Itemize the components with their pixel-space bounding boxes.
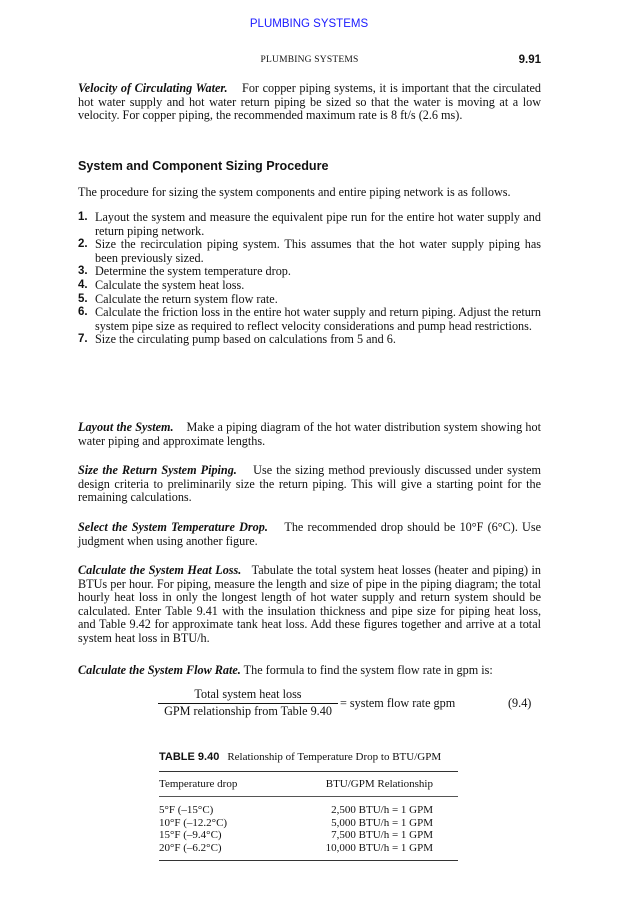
list-item: 5. Calculate the return system flow rate.	[78, 291, 278, 306]
list-item: 7. Size the circulating pump based on calculations from 5 and 6.	[78, 332, 396, 347]
table-row: 5°F (–15°C) 2,500 BTU/h = 1 GPM	[159, 804, 433, 817]
list-item: 1. Layout the system and measure the equivalent pipe run for the entire hot water supply and return piping network.	[78, 210, 541, 238]
running-header-title: PLUMBING SYSTEMS	[260, 55, 359, 65]
table-header-row: Temperature drop BTU/GPM Relationship	[159, 778, 433, 790]
list-item: 2. Size the recirculation piping system. This assumes that the hot water supply piping has been previously sized.	[78, 237, 541, 265]
table-row: 10°F (–12.2°C) 5,000 BTU/h = 1 GPM	[159, 816, 433, 829]
heat-loss-paragraph: Calculate the System Heat Loss. Tabulate the total system heat losses (heater and piping) in BTUs per hour. For piping, measure the length and size of pipe in the piping diagram; the total hourly heat loss in only the longest length of hot water supply and return system should be calculated. Enter Table 9.41 with the insulation thickness and pipe size for piping heat loss, and Table 9.42 for approximate tank heat loss. Add these figures together and arrive at a total system heat loss in BTU/h.	[78, 563, 541, 645]
list-item: 6. Calculate the friction loss in the entire hot water supply and return piping. Adjust the return system pipe size as required to reflect velocity considerations and pump head restrictions.	[78, 305, 541, 333]
data-table	[159, 771, 458, 861]
equation-denominator: GPM relationship from Table 9.40	[164, 703, 332, 718]
list-item: 3. Determine the system temperature drop.	[78, 264, 291, 279]
page-number: 9.91	[518, 54, 541, 66]
equation-fraction	[158, 688, 338, 718]
table-row: 20°F (–6.2°C) 10,000 BTU/h = 1 GPM	[159, 841, 433, 854]
temperature-drop-paragraph: Select the System Temperature Drop. The recommended drop should be 10°F (6°C). Use judgment when using another figure.	[78, 520, 541, 548]
return-piping-paragraph: Size the Return System Piping. Use the sizing method previously discussed under system design criteria to preliminarily size the return piping. This will give a starting point for the remaining calculations.	[78, 463, 541, 505]
equation-number: (9.4)	[508, 696, 532, 710]
table-label: TABLE 9.40	[159, 751, 220, 763]
table-row: 15°F (–9.4°C) 7,500 BTU/h = 1 GPM	[159, 829, 433, 842]
top-banner: PLUMBING SYSTEMS	[249, 18, 369, 30]
table-caption: TABLE 9.40 Relationship of Temperature Drop to BTU/GPM	[159, 751, 442, 763]
list-item: 4. Calculate the system heat loss.	[78, 277, 245, 292]
velocity-paragraph	[78, 82, 541, 123]
intro-text: The procedure for sizing the system components and entire piping network is as follows.	[78, 185, 511, 199]
layout-paragraph: Layout the System. Make a piping diagram of the hot water distribution system showing hot water piping and approximate lengths.	[78, 420, 541, 448]
runin-heading: Velocity of Circulating Water.	[78, 81, 228, 95]
paragraph-text: For copper piping systems, it is important that the circulated hot water supply and hot water return piping be sized so that the water is moving at a low velocity. For copper piping, the recommended maximum rate is 8 ft/s (2.6 ms).	[78, 81, 541, 123]
section-heading: System and Component Sizing Procedure	[78, 159, 329, 173]
equation-numerator: Total system heat loss	[158, 688, 338, 704]
equation-result: = system flow rate gpm	[340, 696, 456, 710]
procedure-list	[78, 211, 541, 347]
flow-rate-paragraph: Calculate the System Flow Rate. The formula to find the system flow rate in gpm is:	[78, 663, 493, 677]
